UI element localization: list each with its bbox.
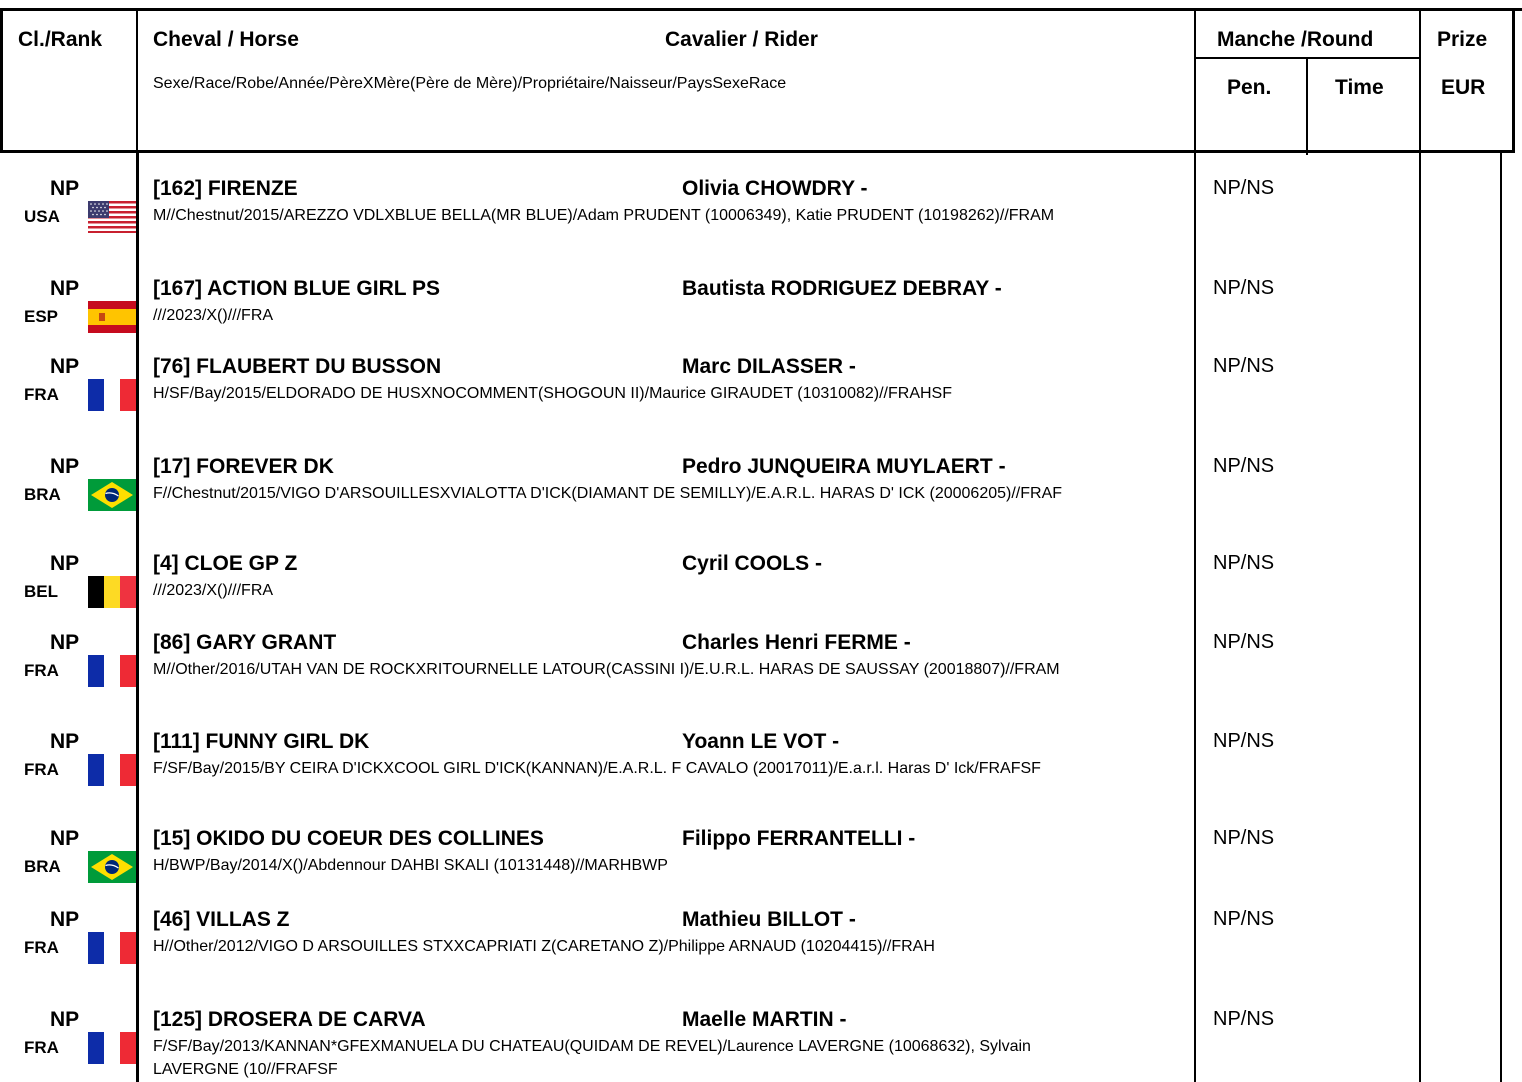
nation-code: BRA [24, 485, 61, 504]
rank-value: NP [50, 827, 80, 850]
header-left-border [0, 8, 3, 153]
rank-value: NP [50, 552, 80, 575]
horse-details: F//Chestnut/2015/VIGO D'ARSOUILLESXVIALOTTA D'ICK(DIAMANT DE SEMILLY)/E.A.R.L. HARAS D' ICK (20006205)//FRAF [153, 485, 1063, 502]
usa-flag-icon [88, 201, 136, 233]
rank-value: NP [50, 631, 80, 654]
round-result: NP/NS [1213, 908, 1275, 930]
round-result: NP/NS [1213, 552, 1275, 574]
horse-name: [46] VILLAS Z [153, 908, 290, 931]
france-flag-icon [88, 379, 136, 411]
round-result: NP/NS [1213, 827, 1275, 849]
prize-column-header: Prize [1437, 28, 1488, 51]
nation-code: FRA [24, 1038, 59, 1057]
penalties-column-header: Pen. [1227, 76, 1272, 99]
rider-name: Yoann LE VOT - [682, 730, 840, 753]
nation-code: FRA [24, 938, 59, 957]
horse-details: H/SF/Bay/2015/ELDORADO DE HUSXNOCOMMENT(SHOGOUN II)/Maurice GIRAUDET (10310082)//FRAHSF [153, 385, 952, 402]
rider-name: Marc DILASSER - [682, 355, 856, 378]
rider-name: Mathieu BILLOT - [682, 908, 856, 931]
rank-value: NP [50, 455, 80, 478]
brazil-flag-icon [88, 479, 136, 511]
horse-name: [162] FIRENZE [153, 177, 298, 200]
horse-details: F/SF/Bay/2013/KANNAN*GFEXMANUELA DU CHATEAU(QUIDAM DE REVEL)/Laurence LAVERGNE (10068632), Sylvain LAVERGNE (10//FRAFSF [153, 1038, 1031, 1078]
round-result: NP/NS [1213, 1008, 1275, 1030]
brazil-flag-icon [88, 851, 136, 883]
header-right-border [1512, 8, 1515, 153]
nation-code: FRA [24, 661, 59, 680]
round-result: NP/NS [1213, 455, 1275, 477]
horse-details: F/SF/Bay/2015/BY CEIRA D'ICKXCOOL GIRL D'ICK(KANNAN)/E.A.R.L. F CAVALO (20017011)/E.a.r.l. Haras D' Ick/FRAFSF [153, 760, 1041, 777]
nation-code: FRA [24, 760, 59, 779]
horse-details: M//Chestnut/2015/AREZZO VDLXBLUE BELLA(MR BLUE)/Adam PRUDENT (10006349), Katie PRUDENT (10198262)//FRAM [153, 207, 1055, 224]
horse-name: [111] FUNNY GIRL DK [153, 730, 370, 753]
round-result: NP/NS [1213, 730, 1275, 752]
horse-details: ///2023/X()///FRA [153, 582, 274, 599]
body-col-round [1194, 153, 1196, 1082]
nation-code: BRA [24, 857, 61, 876]
horse-details: H/BWP/Bay/2014/X()/Abdennour DAHBI SKALI (10131448)//MARHBWP [153, 857, 668, 874]
currency-column-header: EUR [1441, 76, 1486, 99]
rider-name: Bautista RODRIGUEZ DEBRAY - [682, 277, 1002, 300]
rank-value: NP [50, 277, 80, 300]
round-column-header: Manche /Round [1217, 28, 1374, 51]
header-top-border [0, 8, 1522, 11]
rank-value: NP [50, 908, 80, 931]
header-col-time [1306, 59, 1308, 155]
rider-name: Charles Henri FERME - [682, 631, 911, 654]
horse-name: [86] GARY GRANT [153, 631, 337, 654]
body-col-rank [136, 153, 139, 1082]
rider-name: Maelle MARTIN - [682, 1008, 847, 1031]
header-col-prize [1419, 8, 1421, 153]
france-flag-icon [88, 1032, 136, 1064]
header-col-round [1194, 8, 1196, 153]
rank-column-header: Cl./Rank [18, 28, 103, 51]
belgium-flag-icon [88, 576, 136, 608]
france-flag-icon [88, 655, 136, 687]
france-flag-icon [88, 754, 136, 786]
round-result: NP/NS [1213, 631, 1275, 653]
round-result: NP/NS [1213, 277, 1275, 299]
header-bottom-border [0, 150, 1514, 153]
rider-name: Filippo FERRANTELLI - [682, 827, 916, 850]
rider-column-header: Cavalier / Rider [665, 28, 818, 51]
time-column-header: Time [1335, 76, 1384, 99]
nation-code: ESP [24, 307, 59, 326]
horse-name: [167] ACTION BLUE GIRL PS [153, 277, 441, 300]
france-flag-icon [88, 932, 136, 964]
horse-name: [125] DROSERA DE CARVA [153, 1008, 426, 1031]
rank-value: NP [50, 730, 80, 753]
rank-value: NP [50, 355, 80, 378]
horse-column-header: Cheval / Horse [153, 28, 299, 51]
nation-code: FRA [24, 385, 59, 404]
nation-code: USA [24, 207, 60, 226]
horse-details: H//Other/2012/VIGO D ARSOUILLES STXXCAPRIATI Z(CARETANO Z)/Philippe ARNAUD (10204415)//FRAH [153, 938, 935, 955]
spain-flag-icon [88, 301, 136, 333]
rider-name: Olivia CHOWDRY - [682, 177, 868, 200]
header-col-rank [136, 8, 138, 153]
horse-details-subheader: Sexe/Race/Robe/Année/PèreXMère(Père de Mère)/Propriétaire/Naisseur/PaysSexeRace [153, 75, 787, 92]
horse-details: ///2023/X()///FRA [153, 307, 274, 324]
horse-name: [15] OKIDO DU COEUR DES COLLINES [153, 827, 544, 850]
body-right-border [1500, 153, 1502, 1082]
round-result: NP/NS [1213, 177, 1275, 199]
round-result: NP/NS [1213, 355, 1275, 377]
rank-value: NP [50, 177, 80, 200]
rank-value: NP [50, 1008, 80, 1031]
rider-name: Pedro JUNQUEIRA MUYLAERT - [682, 455, 1006, 478]
rider-name: Cyril COOLS - [682, 552, 823, 575]
nation-code: BEL [24, 582, 58, 601]
horse-name: [17] FOREVER DK [153, 455, 334, 478]
horse-name: [76] FLAUBERT DU BUSSON [153, 355, 442, 378]
horse-name: [4] CLOE GP Z [153, 552, 298, 575]
horse-details: M//Other/2016/UTAH VAN DE ROCKXRITOURNELLE LATOUR(CASSINI I)/E.U.R.L. HARAS DE SAUSSAY (20018807)//FRAM [153, 661, 1060, 678]
body-col-prize [1419, 153, 1421, 1082]
